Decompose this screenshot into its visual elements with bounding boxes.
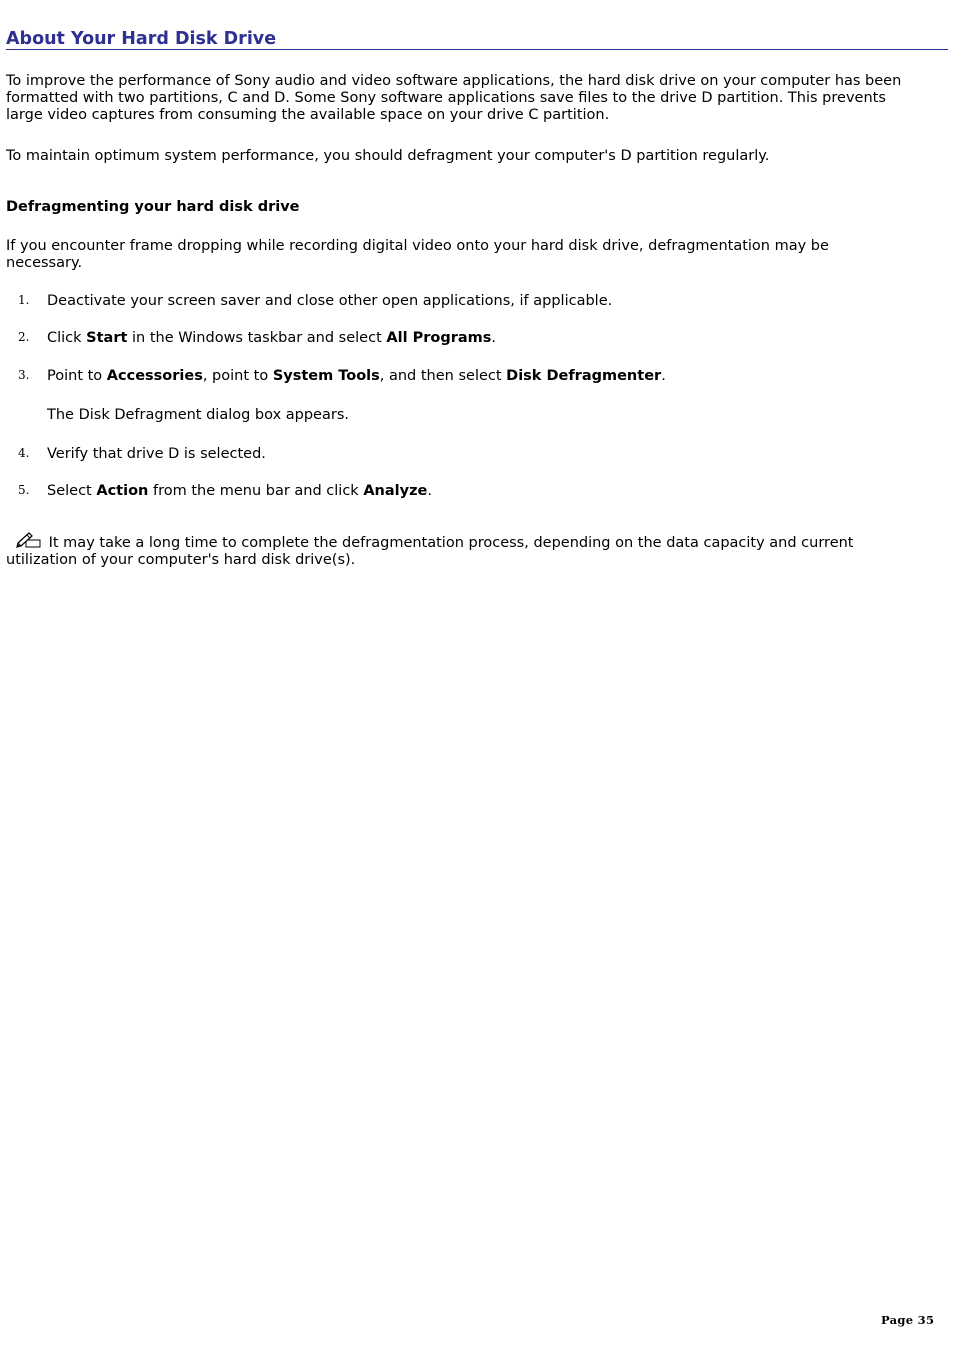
step-text-part: in the Windows taskbar and select (127, 330, 387, 346)
note-line (6, 531, 948, 552)
step-number: 5. (18, 483, 30, 497)
intro-paragraph (6, 73, 948, 124)
step-result: The Disk Defragment dialog box appears. (47, 407, 349, 423)
section-lead-paragraph (6, 238, 948, 272)
ui-term: All Programs (386, 330, 492, 346)
step-text-part: Select (47, 483, 97, 499)
step-text-part: . (491, 330, 496, 346)
step-text (47, 483, 432, 500)
section-lead-line: necessary. (6, 255, 83, 271)
step-text-part: from the menu bar and click (148, 483, 364, 499)
intro-line: formatted with two partitions, C and D. Some Sony software applications save files to the drive D partition. This prevents (6, 90, 886, 106)
section-heading: Defragmenting your hard disk drive (6, 199, 300, 215)
section-lead-line: If you encounter frame dropping while recording digital video onto your hard disk drive, defragmentation may be (6, 238, 829, 254)
ui-term: Start (86, 330, 128, 346)
ui-term: Disk Defragmenter (506, 368, 662, 384)
step-text: Verify that drive D is selected. (47, 446, 266, 462)
step-text-part: . (427, 483, 432, 499)
page-number: Page 35 (881, 1313, 935, 1327)
ui-term: Accessories (106, 368, 203, 384)
note-text: It may take a long time to complete the defragmentation process, depending on the data capacity and current (44, 535, 854, 551)
step-text-part: , point to (202, 368, 273, 384)
step-number: 4. (18, 446, 30, 460)
step-text (47, 330, 496, 347)
step-text-part: , and then select (379, 368, 507, 384)
ui-term: Action (96, 483, 149, 499)
step-text-part: Click (47, 330, 87, 346)
maintenance-paragraph: To maintain optimum system performance, you should defragment your computer's D partition regularly. (6, 148, 770, 164)
step-text: Deactivate your screen saver and close other open applications, if applicable. (47, 293, 613, 309)
note-line: utilization of your computer's hard disk drive(s). (6, 552, 356, 568)
note-pencil-icon (14, 531, 44, 549)
ui-term: System Tools (272, 368, 380, 384)
ui-term: Analyze (363, 483, 428, 499)
intro-line: large video captures from consuming the available space on your drive C partition. (6, 107, 610, 123)
note (6, 531, 948, 569)
step-text-part: . (661, 368, 666, 384)
step-number: 3. (18, 368, 30, 382)
intro-line: To improve the performance of Sony audio and video software applications, the hard disk drive on your computer has been (6, 73, 902, 89)
step-text (47, 368, 666, 385)
step-number: 2. (18, 330, 30, 344)
step-number: 1. (18, 293, 30, 307)
page-title: About Your Hard Disk Drive (6, 29, 948, 50)
step-text-part: Point to (47, 368, 107, 384)
